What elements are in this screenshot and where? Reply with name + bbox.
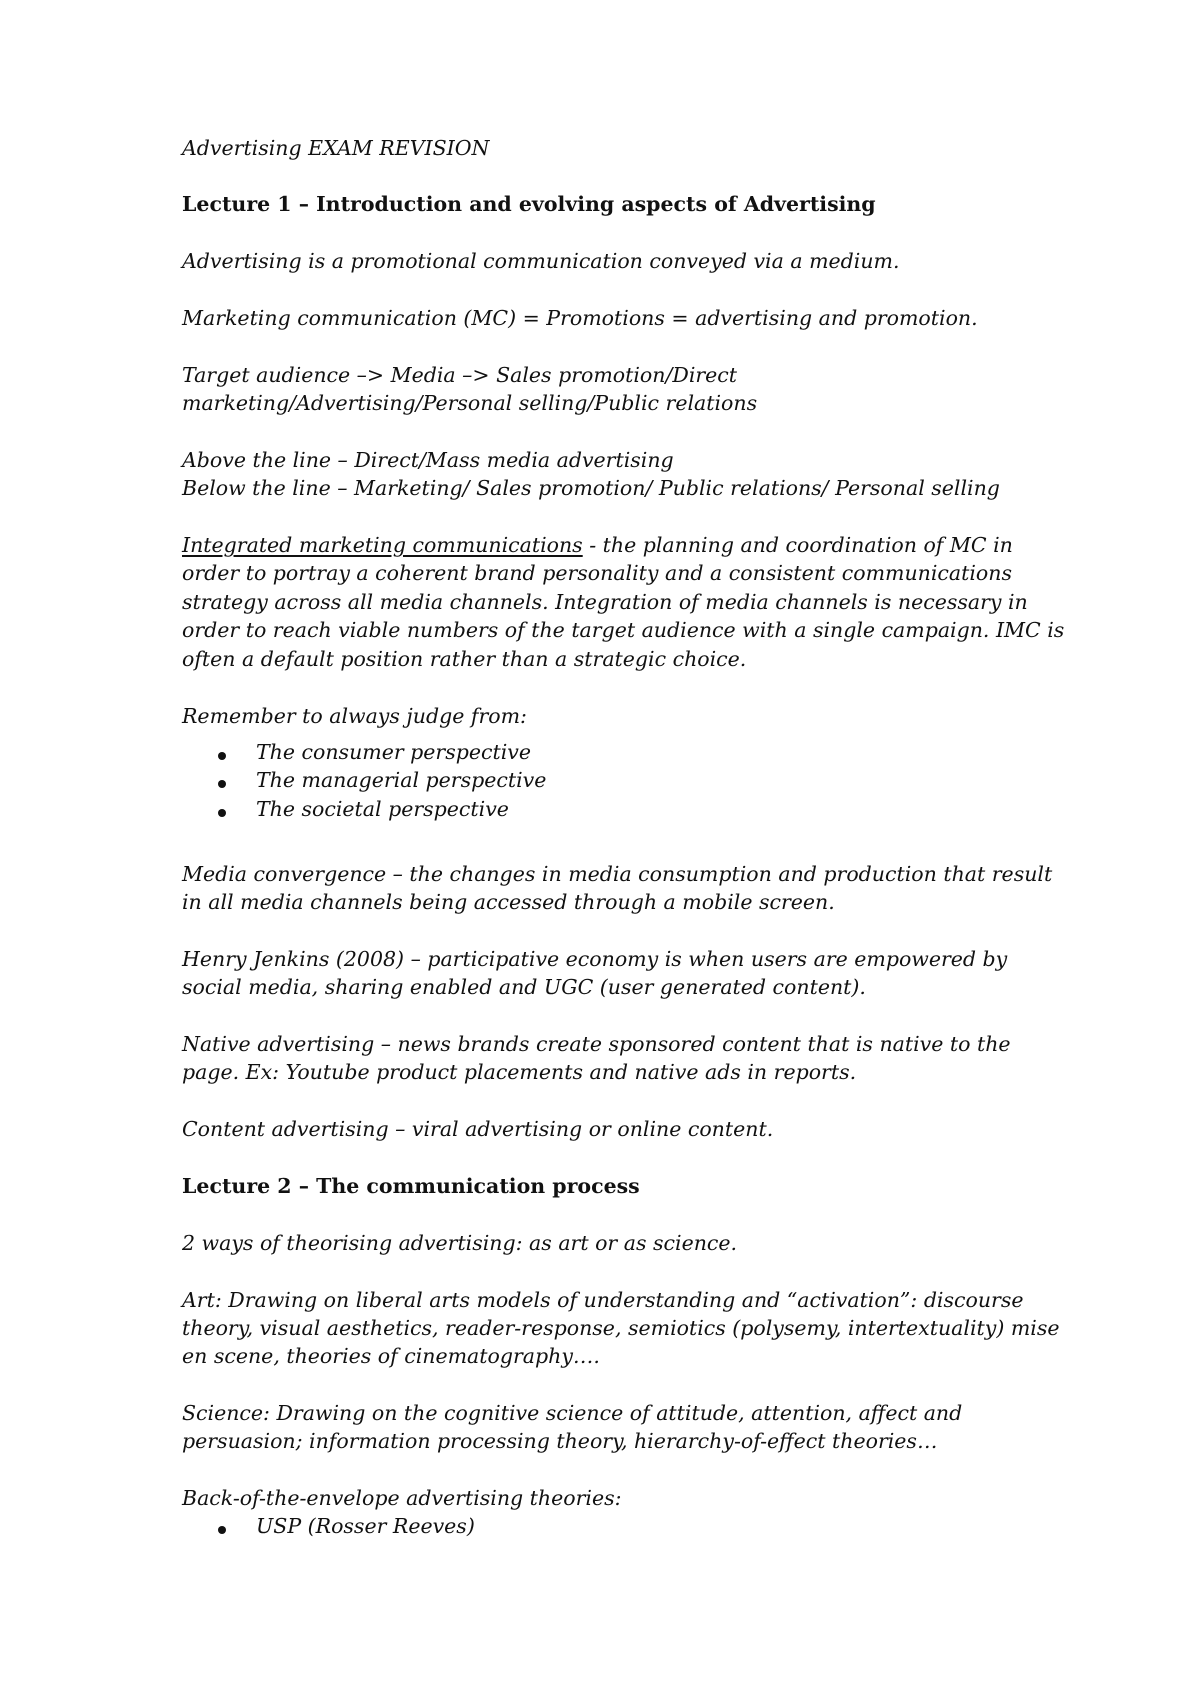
bullet-icon	[218, 780, 226, 788]
art-line-3: en scene, theories of cinematography….	[182, 1344, 600, 1368]
imc-line-2: order to portray a coherent brand personality and a consistent communications	[182, 561, 1012, 585]
native-advertising-line-1: Native advertising – news brands create sponsored content that is native to the	[182, 1032, 1011, 1056]
media-convergence-line-1: Media convergence – the changes in media consumption and production that result	[182, 862, 1053, 886]
imc-line-3: strategy across all media channels. Integration of media channels is necessary in	[182, 590, 1028, 614]
native-advertising-line-2: page. Ex: Youtube product placements and native ads in reports.	[182, 1060, 857, 1084]
perspective-consumer: The consumer perspective	[256, 740, 531, 764]
envelope-theories-intro: Back-of-the-envelope advertising theories:	[182, 1486, 622, 1510]
lecture-2-heading: Lecture 2 – The communication process	[182, 1174, 640, 1198]
bullet-icon	[218, 809, 226, 817]
art-line-2: theory, visual aesthetics, reader-response, semiotics (polysemy, intertextuality) mise	[182, 1316, 1060, 1340]
bullet-icon	[218, 752, 226, 760]
media-convergence-line-2: in all media channels being accessed through a mobile screen.	[182, 890, 835, 914]
perspective-societal: The societal perspective	[256, 797, 509, 821]
bullet-icon	[218, 1526, 226, 1534]
imc-line-5: often a default position rather than a strategic choice.	[182, 647, 747, 671]
document-title: Advertising EXAM REVISION	[182, 136, 490, 160]
marketing-communication-definition: Marketing communication (MC) = Promotions = advertising and promotion.	[182, 306, 978, 330]
target-audience-line-2: marketing/Advertising/Personal selling/Public relations	[182, 391, 758, 415]
advertising-definition: Advertising is a promotional communication conveyed via a medium.	[182, 249, 900, 273]
target-audience-line-1: Target audience –> Media –> Sales promotion/Direct	[182, 363, 738, 387]
lecture-1-heading: Lecture 1 – Introduction and evolving aspects of Advertising	[182, 192, 876, 216]
theorising-ways: 2 ways of theorising advertising: as art or as science.	[182, 1231, 738, 1255]
imc-term: Integrated marketing communications	[182, 533, 583, 557]
content-advertising: Content advertising – viral advertising or online content.	[182, 1117, 774, 1141]
henry-jenkins-line-2: social media, sharing enabled and UGC (user generated content).	[182, 975, 866, 999]
perspective-managerial: The managerial perspective	[256, 768, 547, 792]
imc-line-1	[182, 531, 1013, 559]
imc-definition-start: - the planning and coordination of MC in	[582, 533, 1013, 557]
imc-line-4: order to reach viable numbers of the target audience with a single campaign. IMC is	[182, 618, 1065, 642]
below-the-line: Below the line – Marketing/ Sales promotion/ Public relations/ Personal selling	[182, 476, 1000, 500]
theory-usp: USP (Rosser Reeves)	[256, 1514, 475, 1538]
science-line-2: persuasion; information processing theory, hierarchy-of-effect theories…	[182, 1429, 938, 1453]
remember-intro: Remember to always judge from:	[182, 704, 527, 728]
above-the-line: Above the line – Direct/Mass media advertising	[182, 448, 674, 472]
henry-jenkins-line-1: Henry Jenkins (2008) – participative economy is when users are empowered by	[182, 947, 1008, 971]
art-line-1: Art: Drawing on liberal arts models of understanding and “activation”: discourse	[182, 1288, 1024, 1312]
science-line-1: Science: Drawing on the cognitive science of attitude, attention, affect and	[182, 1401, 963, 1425]
